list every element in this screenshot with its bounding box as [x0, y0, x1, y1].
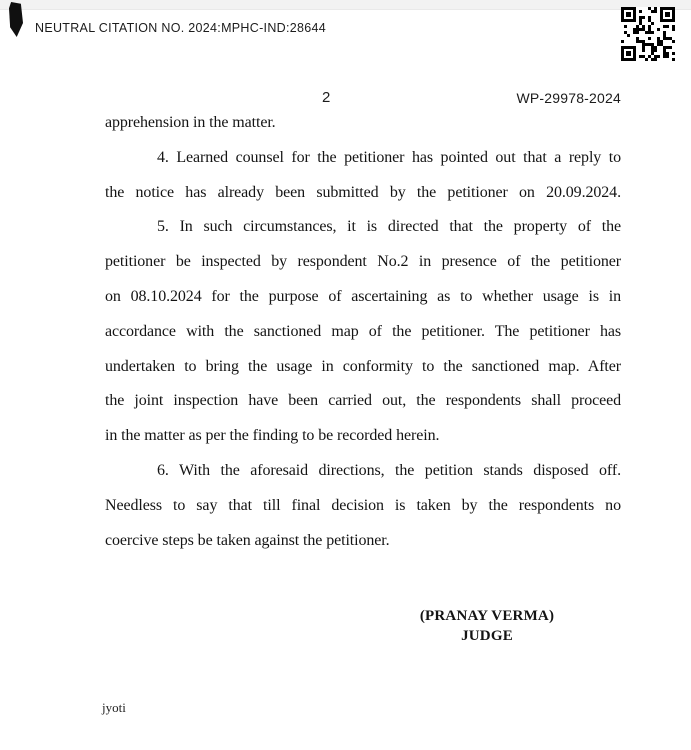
paragraph	[105, 210, 621, 454]
paragraph	[105, 106, 621, 141]
text-line: petitioner be inspected by respondent No.2 in presence of the petitioner	[105, 253, 621, 271]
stenographer-initials: jyoti	[102, 700, 126, 715]
text-line: 5. In such circumstances, it is directed that the property of the	[157, 218, 621, 236]
qr-finder-icon	[660, 7, 675, 22]
text-line: coercive steps be taken against the petitioner.	[105, 531, 390, 549]
text-line: Needless to say that till final decision is taken by the respondents no	[105, 496, 621, 514]
paragraph	[105, 141, 621, 211]
text-line: undertaken to bring the usage in conformity to the sanctioned map. After	[105, 357, 621, 375]
judge-name: (PRANAY VERMA)	[419, 608, 555, 624]
text-line: 6. With the aforesaid directions, the petition stands disposed off.	[157, 461, 621, 479]
judge-title: JUDGE	[461, 628, 513, 644]
text-line: apprehension in the matter.	[105, 114, 276, 131]
qr-finder-icon	[621, 46, 636, 61]
text-line: on 08.10.2024 for the purpose of ascertaining as to whether usage is in	[105, 287, 621, 305]
case-number: WP-29978-2024	[516, 90, 621, 106]
page-number: 2	[322, 89, 331, 106]
text-line: in the matter as per the finding to be recorded herein.	[105, 427, 440, 445]
paragraphs	[105, 106, 621, 558]
text-line: accordance with the sanctioned map of the petitioner. The petitioner has	[105, 322, 621, 340]
signature-block	[387, 606, 587, 646]
text-line: 4. Learned counsel for the petitioner has pointed out that a reply to	[157, 148, 621, 166]
document-body	[105, 106, 621, 558]
paragraph	[105, 454, 621, 558]
scan-edge-band	[0, 0, 691, 10]
neutral-citation: NEUTRAL CITATION NO. 2024:MPHC-IND:28644	[35, 21, 327, 35]
qr-code-icon	[621, 7, 675, 61]
text-line: the joint inspection have been carried out, the respondents shall proceed	[105, 392, 621, 410]
scan-artifact-mark	[9, 2, 23, 37]
text-line: the notice has already been submitted by the petitioner on 20.09.2024.	[105, 183, 621, 201]
qr-finder-icon	[621, 7, 636, 22]
